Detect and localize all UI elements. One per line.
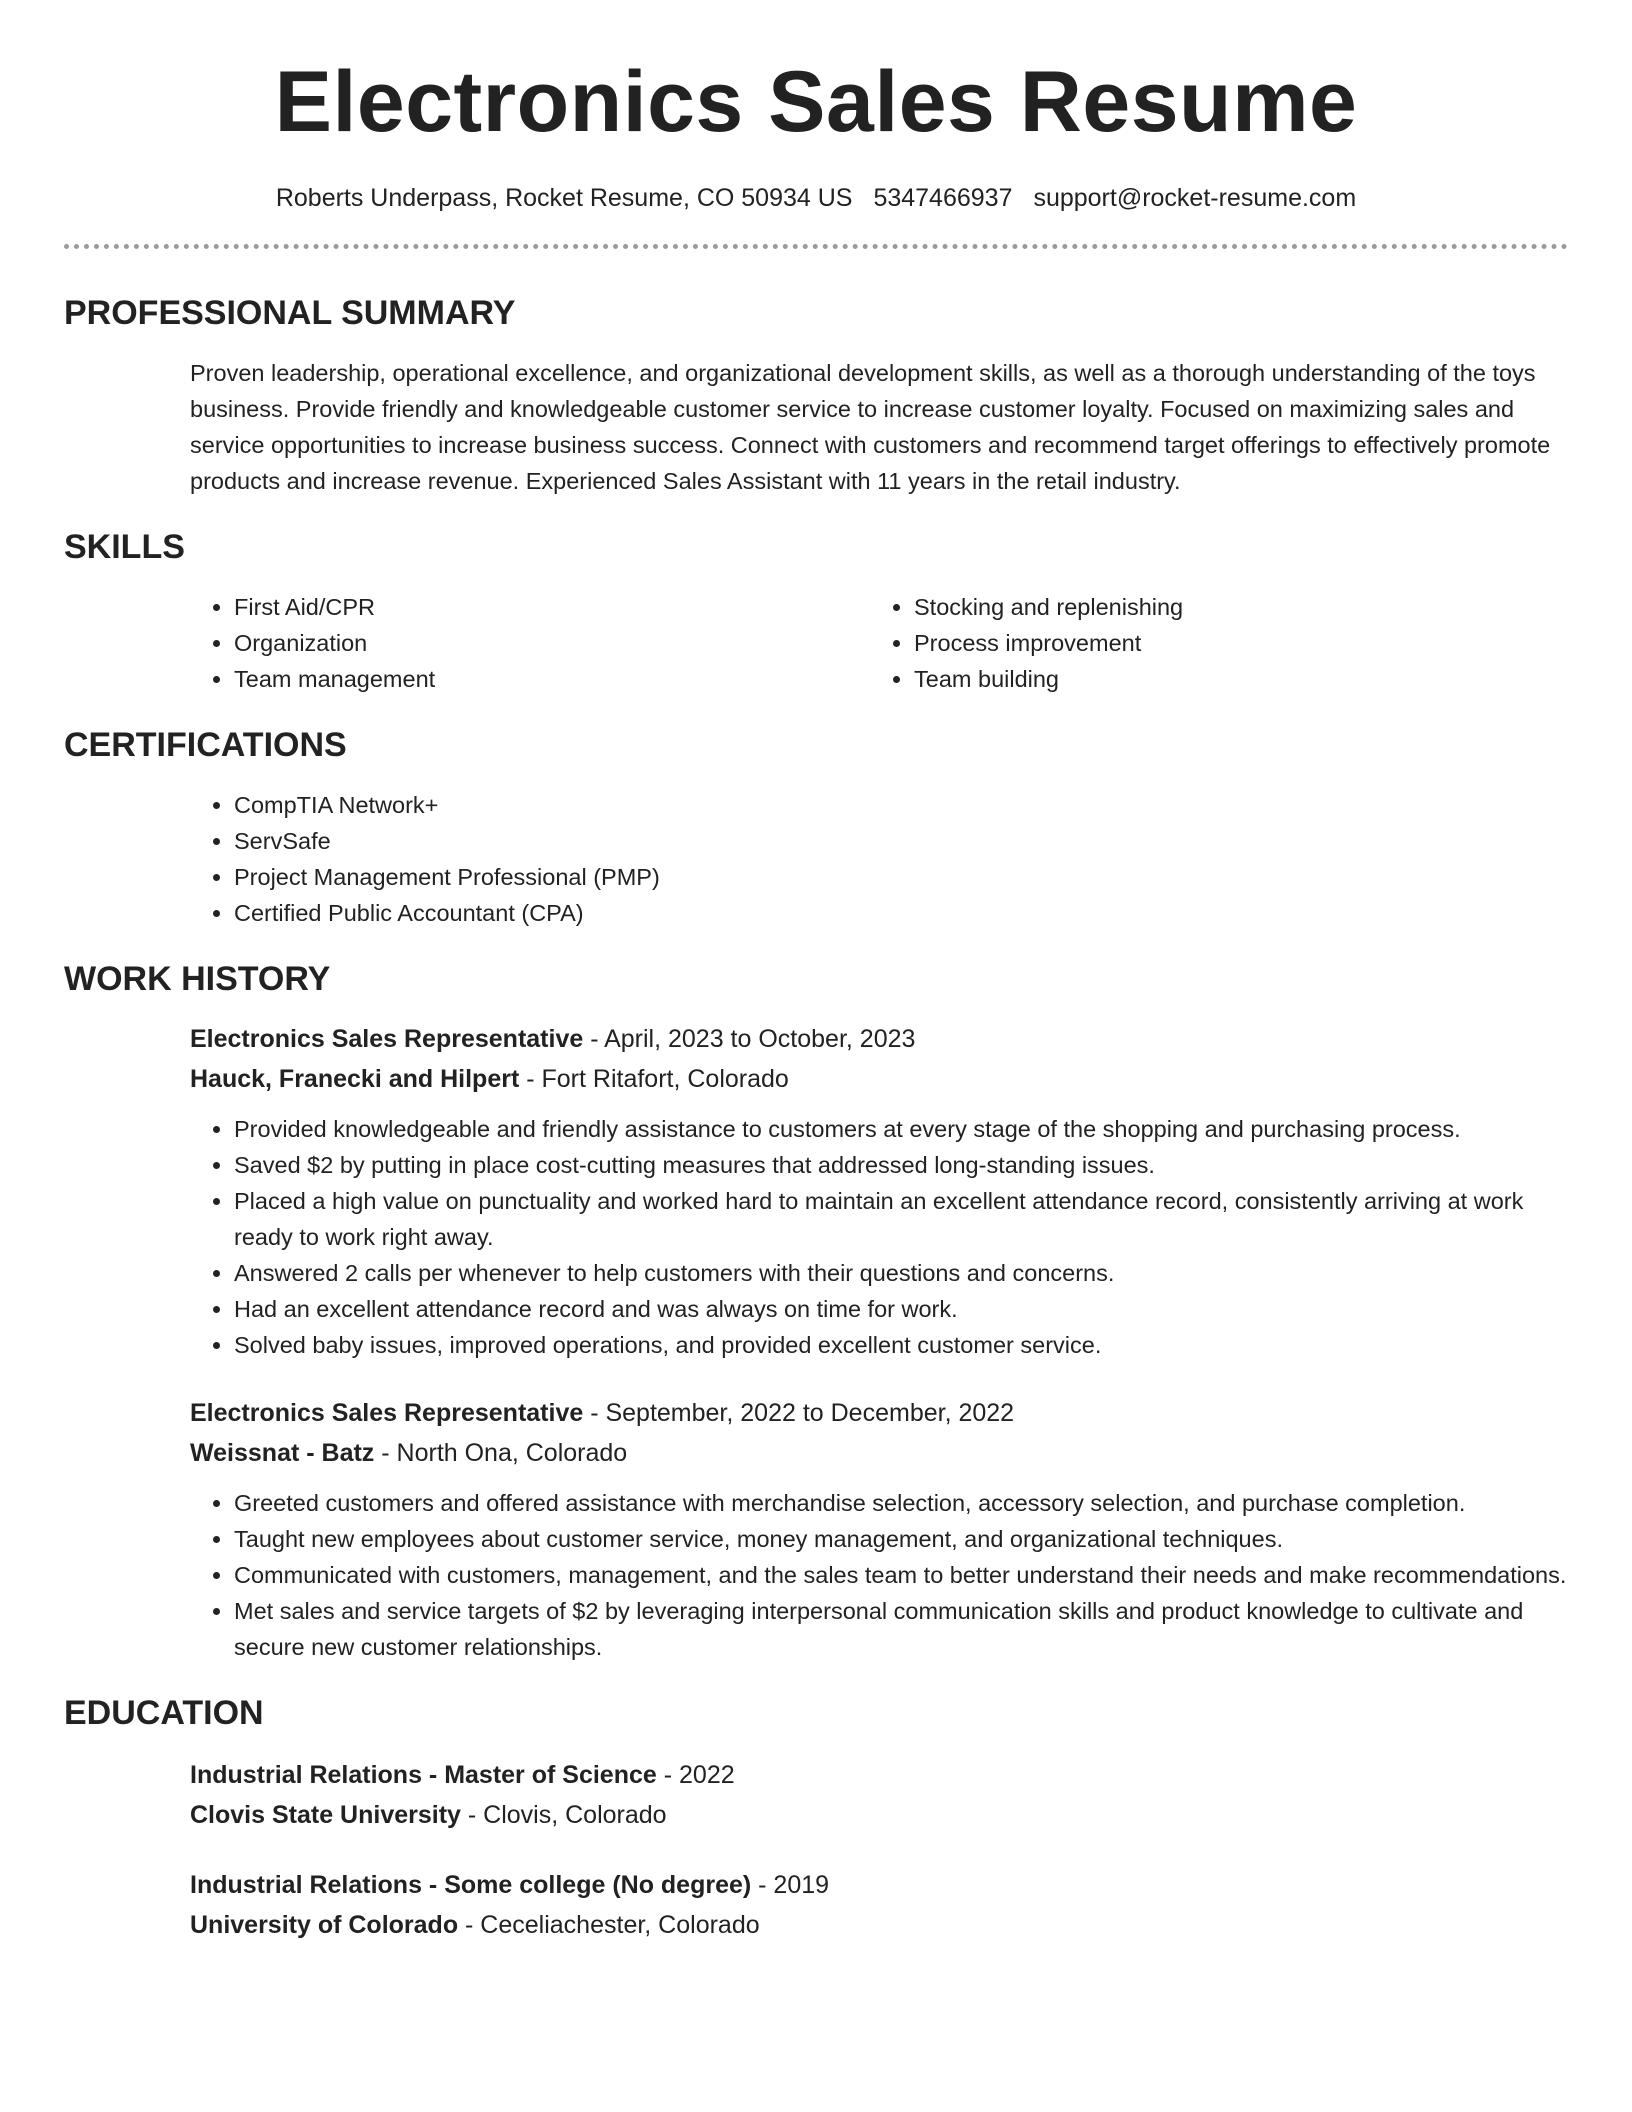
certifications-heading: CERTIFICATIONS [64, 726, 347, 764]
degree-line [190, 1865, 1568, 1905]
education-entry [190, 1755, 1568, 1835]
job-company: Weissnat - Batz [190, 1439, 375, 1467]
job-location: - Fort Ritafort, Colorado [519, 1065, 789, 1093]
job-duty-item: • Had an excellent attendance record and was always on time for work. [234, 1291, 1568, 1327]
skill-item: • Stocking and replenishing [914, 589, 1550, 625]
job-title-line [190, 1019, 1568, 1059]
school-line [190, 1905, 1568, 1945]
job-duty-item: • Answered 2 calls per whenever to help customers with their questions and concerns. [234, 1255, 1568, 1291]
job-entry [190, 1019, 1568, 1363]
school-location: - Clovis, Colorado [460, 1801, 667, 1829]
job-duty-item: • Taught new employees about customer service, money management, and organizational techniques. [234, 1521, 1568, 1557]
job-title: Electronics Sales Representative [190, 1025, 584, 1053]
skills-list [190, 589, 1568, 697]
school-name: Clovis State University [190, 1801, 461, 1829]
degree-year: - 2022 [656, 1761, 735, 1789]
certification-item: • CompTIA Network+ [234, 787, 1568, 823]
education-entry [190, 1865, 1568, 1945]
job-dates: - September, 2022 to December, 2022 [583, 1399, 1015, 1427]
header-divider [64, 244, 1568, 249]
summary-heading: PROFESSIONAL SUMMARY [64, 294, 516, 332]
certification-item: • Project Management Professional (PMP) [234, 859, 1568, 895]
certifications-list [190, 787, 1568, 931]
skills-column-right [870, 589, 1550, 697]
job-entry [190, 1393, 1568, 1665]
job-location: - North Ona, Colorado [374, 1439, 628, 1467]
skill-item: • First Aid/CPR [234, 589, 870, 625]
job-company-line [190, 1059, 1568, 1099]
job-duty-item: • Placed a high value on punctuality and worked hard to maintain an excellent attendance record, consistently arriving at work ready to work right away. [234, 1183, 1568, 1255]
job-company-line [190, 1433, 1568, 1473]
job-duty-item: • Greeted customers and offered assistance with merchandise selection, accessory selection, and purchase completion. [234, 1485, 1568, 1521]
job-duty-item: • Saved $2 by putting in place cost-cutting measures that addressed long-standing issues. [234, 1147, 1568, 1183]
job-dates: - April, 2023 to October, 2023 [583, 1025, 916, 1053]
school-line [190, 1795, 1568, 1835]
job-duty-item: • Provided knowledgeable and friendly assistance to customers at every stage of the shopping and purchasing process. [234, 1111, 1568, 1147]
skills-heading: SKILLS [64, 528, 185, 566]
work-history-heading: WORK HISTORY [64, 960, 331, 998]
school-location: - Ceceliachester, Colorado [458, 1911, 760, 1939]
contact-email: support@rocket-resume.com [1033, 184, 1357, 212]
job-title: Electronics Sales Representative [190, 1399, 584, 1427]
degree-line [190, 1755, 1568, 1795]
school-name: University of Colorado [190, 1911, 459, 1939]
resume-page [64, 0, 1568, 1945]
job-duty-item: • Met sales and service targets of $2 by leveraging interpersonal communication skills and product knowledge to cultivate and secure new customer relationships. [234, 1593, 1568, 1665]
job-duty-item: • Communicated with customers, management, and the sales team to better understand their needs and make recommendations. [234, 1557, 1568, 1593]
summary-text: Proven leadership, operational excellence, and organizational development skills, as well as a thorough understanding of the toys business. Provide friendly and knowledgeable customer service to increase customer loyalty. Focused on maximizing sales and service opportunities to increase business success. Connect with customers and recommend target offerings to effectively promote products and increase revenue. Experienced Sales Assistant with 11 years in the retail industry. [190, 360, 1551, 494]
job-duties [190, 1485, 1568, 1665]
certification-item: • ServSafe [234, 823, 1568, 859]
degree-name: Industrial Relations - Master of Science [190, 1761, 657, 1789]
skill-item: • Team building [914, 661, 1550, 697]
resume-title: Electronics Sales Resume [274, 54, 1358, 150]
contact-phone: 5347466937 [873, 184, 1013, 212]
skill-item: • Organization [234, 625, 870, 661]
job-duty-item: • Solved baby issues, improved operations, and provided excellent customer service. [234, 1327, 1568, 1363]
job-company: Hauck, Franecki and Hilpert [190, 1065, 520, 1093]
certification-item: • Certified Public Accountant (CPA) [234, 895, 1568, 931]
degree-year: - 2019 [751, 1871, 830, 1899]
education-heading: EDUCATION [64, 1694, 264, 1732]
degree-name: Industrial Relations - Some college (No degree) [190, 1871, 752, 1899]
job-duties [190, 1111, 1568, 1363]
contact-address: Roberts Underpass, Rocket Resume, CO 50934 US [275, 184, 853, 212]
skill-item: • Process improvement [914, 625, 1550, 661]
job-title-line [190, 1393, 1568, 1433]
skills-column-left [190, 589, 870, 697]
skill-item: • Team management [234, 661, 870, 697]
contact-line [64, 182, 1568, 214]
